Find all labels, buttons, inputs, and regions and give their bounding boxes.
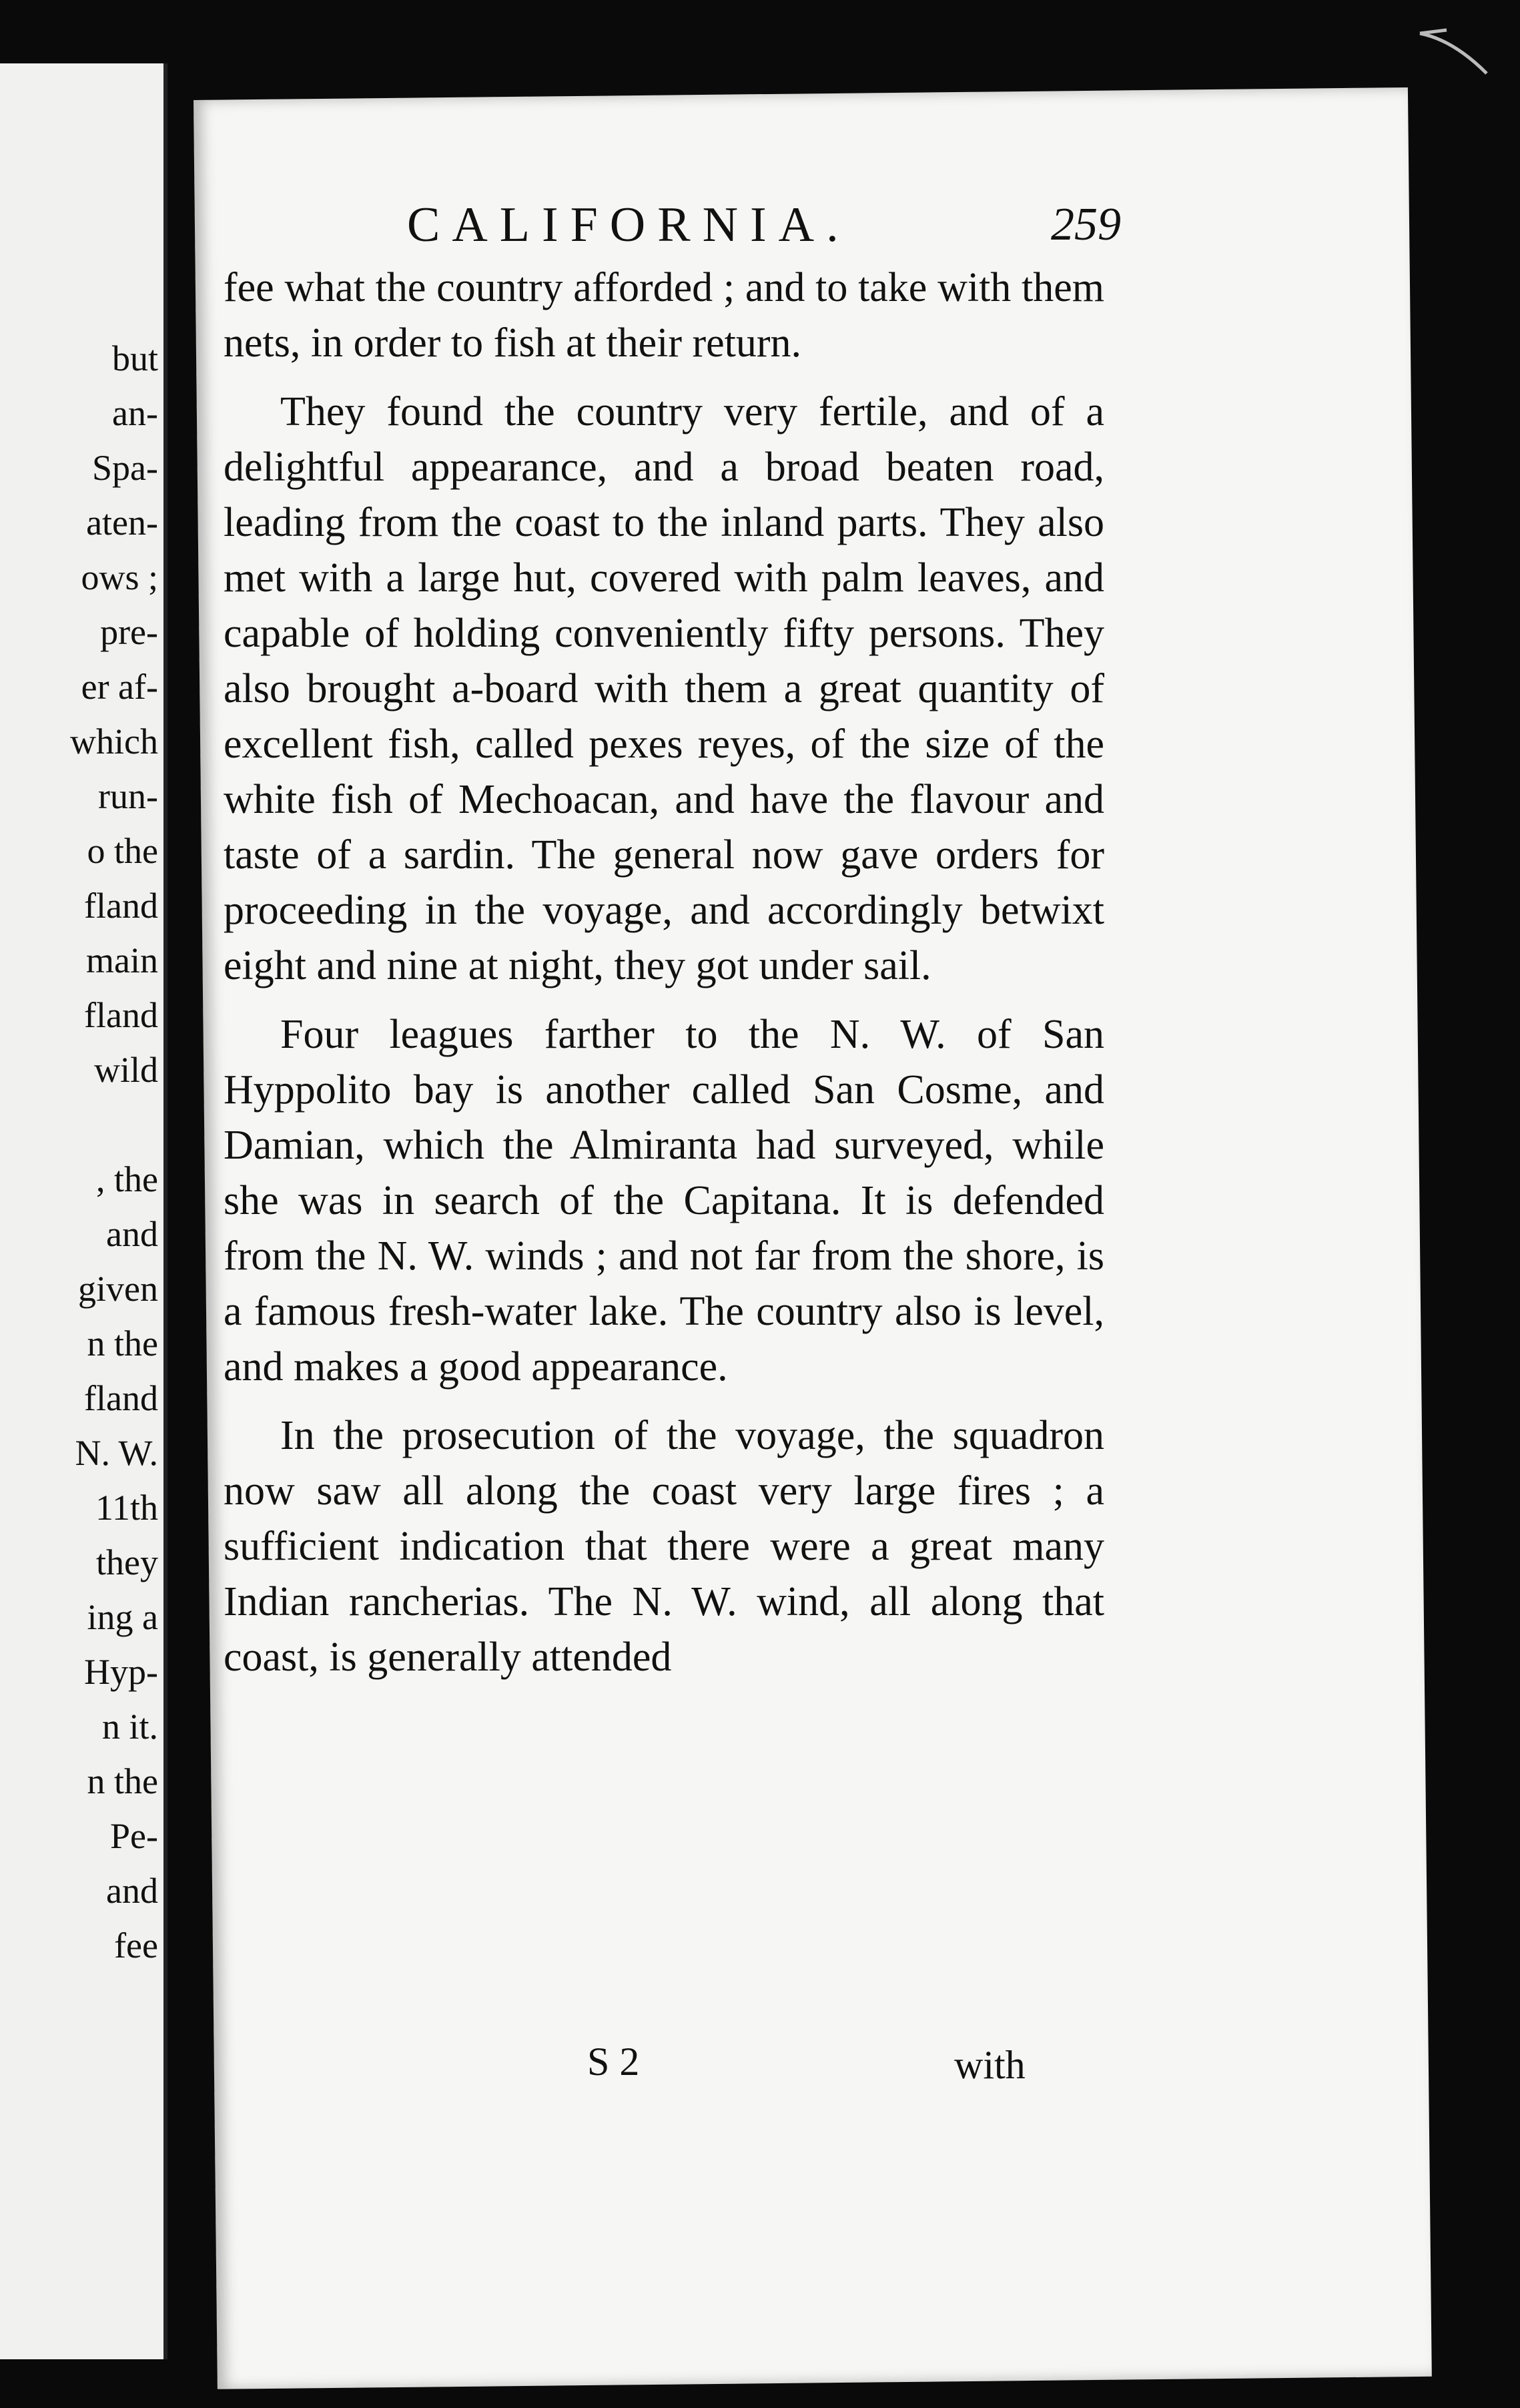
left-page-fragment: and (106, 1871, 158, 1911)
left-page-fragment: 11th (95, 1488, 158, 1528)
left-page-fragment: Pe- (110, 1816, 158, 1856)
left-page-fragment: Hyp- (84, 1652, 158, 1692)
catchword: with (954, 2043, 1026, 2087)
left-page-fragment: main (86, 940, 158, 980)
left-page-fragment: o the (87, 831, 158, 871)
left-page-fragment: n it. (101, 1707, 158, 1747)
left-page-fragment: fland (84, 1378, 158, 1418)
left-page-fragment: Spa- (92, 448, 158, 488)
left-page-fragment: but (111, 338, 158, 378)
body-text (224, 260, 1104, 1685)
page-header (194, 197, 1121, 257)
left-page-fragment: n the (87, 1761, 158, 1801)
left-page-fragment: ing a (87, 1597, 158, 1637)
paragraph: Four leagues farther to the N. W. of San Hyppolito bay is another called San Cosme, and Damian, which the Almiranta had surveyed, while she was in search of the Capitana. It is defended from the N. W. winds ; and not far from the shore, is a famous fresh-water lake. The country also is level, and makes a good appearance. (224, 1012, 1104, 1390)
left-page-fragment: fee (114, 1925, 158, 1966)
left-page-fragment: , the (96, 1159, 158, 1199)
left-page-fragment: pre- (100, 612, 158, 652)
paragraph: In the prosecution of the voyage, the squadron now saw all along the coast very large fires ; a sufficient indication that there were a great many Indian rancherias. The N. W. wind, all along that coast, is generally attended (224, 1413, 1104, 1680)
left-page-fragment: wild (93, 1050, 158, 1090)
paragraph: They found the country very fertile, and of a delightful appearance, and a broad beaten road, leading from the coast to the inland parts. They also met with a large hut, covered with palm leaves, and capable of holding conveniently fifty persons. They also brought a-board with them a great quantity of excellent fish, called pexes reyes, of the size of the white fish of Mechoacan, and have the flavour and taste of a sardin. The general now gave orders for proceeding in the voyage, and accordingly betwixt eight and nine at night, they got under sail. (224, 389, 1104, 988)
left-page-fragment: N. W. (75, 1433, 158, 1473)
left-page-fragment: an- (112, 393, 158, 433)
left-page-fragment: and (106, 1214, 158, 1254)
left-page-fragment: fland (84, 995, 158, 1035)
left-page-fragment: ows ; (81, 557, 158, 597)
left-page-fragment: er af- (81, 667, 158, 707)
paragraph: fee what the country afforded ; and to take with them nets, in order to fish at their return. (224, 265, 1104, 366)
left-page-fragment: given (78, 1269, 158, 1309)
left-page-fragment: which (70, 721, 158, 762)
left-page-fragment: n the (87, 1323, 158, 1364)
left-page-fragment: they (96, 1542, 158, 1582)
left-page-fragment: fland (84, 886, 158, 926)
left-page-fragment: aten- (86, 503, 158, 543)
page-number: 259 (1051, 199, 1121, 250)
running-title: CALIFORNIA. (407, 198, 851, 252)
page-corner-curl (1413, 27, 1493, 80)
signature-mark: S 2 (587, 2040, 640, 2084)
left-page-fragment: run- (98, 776, 158, 816)
left-page-edge (0, 63, 167, 2359)
